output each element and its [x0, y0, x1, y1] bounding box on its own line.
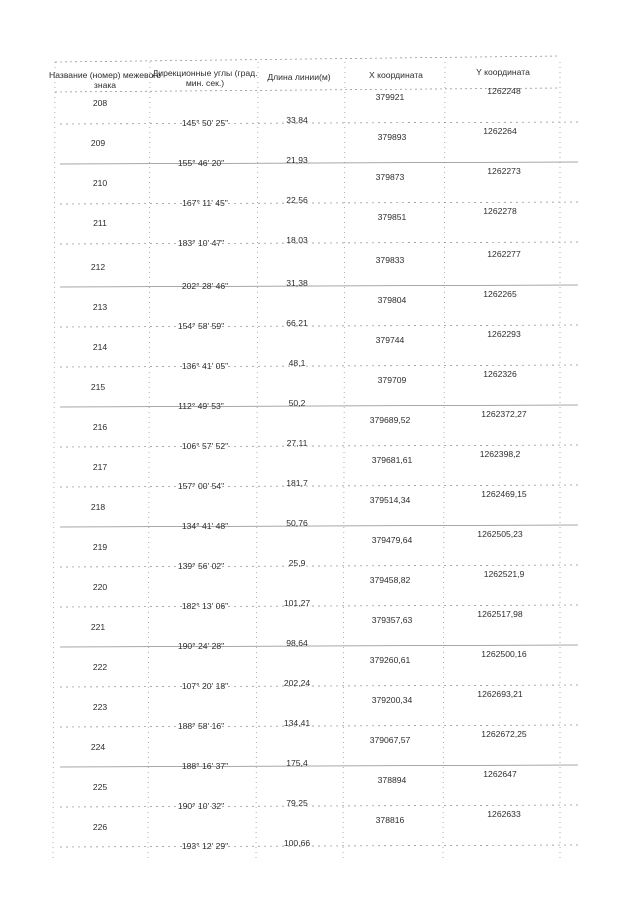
y-coordinate: 1262505,23 [477, 529, 523, 539]
y-coordinate: 1262469,15 [481, 489, 527, 499]
x-coordinate: 379833 [375, 255, 405, 265]
grid-line [443, 62, 445, 860]
y-coordinate: 1262273 [487, 166, 521, 176]
directional-angle: 155° 46' 20" [177, 158, 225, 168]
directional-angle: 190° 24' 28" [177, 641, 225, 651]
y-coordinate: 1262278 [483, 206, 517, 216]
grid-line [53, 62, 55, 860]
point-id: 209 [90, 138, 106, 148]
grid-line [60, 445, 578, 447]
grid-line [60, 725, 578, 727]
header-x: X координата [369, 70, 423, 80]
grid-line [60, 405, 578, 407]
y-coordinate: 1262264 [483, 126, 517, 136]
line-length: 98,64 [286, 638, 308, 648]
grid-line [60, 565, 578, 567]
y-coordinate: 1262293 [487, 329, 521, 339]
x-coordinate: 379893 [377, 132, 407, 142]
point-id: 214 [92, 342, 108, 352]
grid-line [60, 685, 578, 687]
directional-angle: 190° 10' 32" [177, 801, 225, 811]
line-length: 18,03 [286, 235, 308, 245]
header-y: Y координата [476, 67, 530, 77]
grid-line [60, 242, 578, 244]
line-length: 31,38 [286, 278, 308, 288]
grid-line [60, 365, 578, 367]
y-coordinate: 1262647 [483, 769, 517, 779]
y-coordinate: 1262326 [483, 369, 517, 379]
line-length: 134,41 [283, 718, 311, 728]
y-coordinate: 1262265 [483, 289, 517, 299]
directional-angle: 112° 49' 53" [178, 401, 224, 411]
directional-angle: 183° 10' 47" [177, 238, 225, 248]
x-coordinate: 378894 [377, 775, 407, 785]
y-coordinate: 1262693,21 [477, 689, 523, 699]
directional-angle: 107° 20' 18" [181, 681, 229, 691]
line-length: 101,27 [283, 598, 311, 608]
point-id: 215 [90, 382, 106, 392]
point-id: 213 [92, 302, 108, 312]
line-length: 50,2 [288, 398, 306, 408]
x-coordinate: 379067,57 [369, 735, 411, 745]
x-coordinate: 379260,61 [369, 655, 411, 665]
x-coordinate: 379709 [377, 375, 407, 385]
line-length: 100,66 [283, 838, 311, 848]
point-id: 211 [93, 218, 107, 228]
point-id: 221 [90, 622, 106, 632]
point-id: 212 [90, 262, 106, 272]
grid-line [55, 56, 560, 62]
header-length: Длина линии(м) [267, 72, 331, 82]
point-id: 223 [92, 702, 108, 712]
point-id: 222 [92, 662, 108, 672]
directional-angle: 145° 50' 25" [181, 118, 229, 128]
point-id: 210 [92, 178, 108, 188]
grid-line [60, 645, 578, 647]
directional-angle: 188° 58' 16" [177, 721, 225, 731]
point-id: 220 [92, 582, 108, 592]
x-coordinate: 378816 [375, 815, 405, 825]
grid-line [256, 62, 258, 860]
line-length: 175,4 [286, 758, 308, 768]
directional-angle: 157° 00' 54" [177, 481, 225, 491]
line-length: 79,25 [286, 798, 308, 808]
header-name: Название (номер) межевого знака [49, 70, 161, 90]
grid-line [148, 62, 150, 860]
grid-line [60, 485, 578, 487]
line-length: 181,7 [286, 478, 308, 488]
point-id: 225 [92, 782, 108, 792]
grid-line [60, 845, 578, 847]
grid-line [60, 605, 578, 607]
grid-line [60, 765, 578, 767]
y-coordinate: 1262672,25 [481, 729, 527, 739]
y-coordinate: 1262372,27 [481, 409, 527, 419]
x-coordinate: 379681,61 [371, 455, 413, 465]
line-length: 25,9 [288, 558, 306, 568]
x-coordinate: 379357,63 [371, 615, 413, 625]
y-coordinate: 1262633 [487, 809, 521, 819]
line-length: 202,24 [283, 678, 311, 688]
grid-line [60, 525, 578, 527]
point-id: 208 [92, 98, 108, 108]
directional-angle: 188° 16' 37" [181, 761, 229, 771]
y-coordinate: 1262517,98 [477, 609, 523, 619]
point-id: 226 [92, 822, 108, 832]
directional-angle: 193° 12' 29" [181, 841, 229, 851]
directional-angle: 136° 41' 05" [181, 361, 229, 371]
directional-angle: 167° 11' 45" [182, 198, 228, 208]
header-angle: Дирекционные углы (град. мин. сек.) [152, 68, 258, 88]
y-coordinate: 1262521,9 [483, 569, 525, 579]
grid-line [60, 325, 578, 327]
y-coordinate: 1262398,2 [479, 449, 521, 459]
directional-angle: 154° 58' 59" [177, 321, 225, 331]
line-length: 27,11 [286, 438, 308, 448]
grid-line [343, 62, 345, 860]
line-length: 66,21 [286, 318, 308, 328]
x-coordinate: 379689,52 [369, 415, 411, 425]
directional-angle: 106° 57' 52" [181, 441, 229, 451]
x-coordinate: 379514,34 [369, 495, 411, 505]
line-length: 48,1 [288, 358, 306, 368]
y-coordinate: 1262248 [487, 86, 521, 96]
grid-line [60, 805, 578, 807]
grid-line [60, 162, 578, 164]
x-coordinate: 379921 [375, 92, 405, 102]
point-id: 224 [90, 742, 106, 752]
grid-line [60, 285, 578, 287]
x-coordinate: 379804 [377, 295, 407, 305]
y-coordinate: 1262277 [487, 249, 521, 259]
x-coordinate: 379851 [377, 212, 407, 222]
point-id: 219 [92, 542, 108, 552]
directional-angle: 182° 13' 06" [181, 601, 229, 611]
line-length: 33,84 [286, 115, 308, 125]
line-length: 21,93 [286, 155, 308, 165]
x-coordinate: 379744 [375, 335, 405, 345]
x-coordinate: 379479,64 [371, 535, 413, 545]
point-id: 218 [90, 502, 106, 512]
x-coordinate: 379200,34 [371, 695, 413, 705]
x-coordinate: 379873 [375, 172, 405, 182]
x-coordinate: 379458,82 [369, 575, 411, 585]
grid-line [60, 202, 578, 204]
point-id: 217 [92, 462, 108, 472]
directional-angle: 134° 41' 48" [181, 521, 229, 531]
line-length: 50,76 [286, 518, 308, 528]
point-id: 216 [92, 422, 108, 432]
directional-angle: 139° 56' 02" [177, 561, 225, 571]
grid-line [60, 122, 578, 124]
line-length: 22,56 [286, 195, 308, 205]
directional-angle: 202° 28' 46" [181, 281, 229, 291]
y-coordinate: 1262500,16 [481, 649, 527, 659]
